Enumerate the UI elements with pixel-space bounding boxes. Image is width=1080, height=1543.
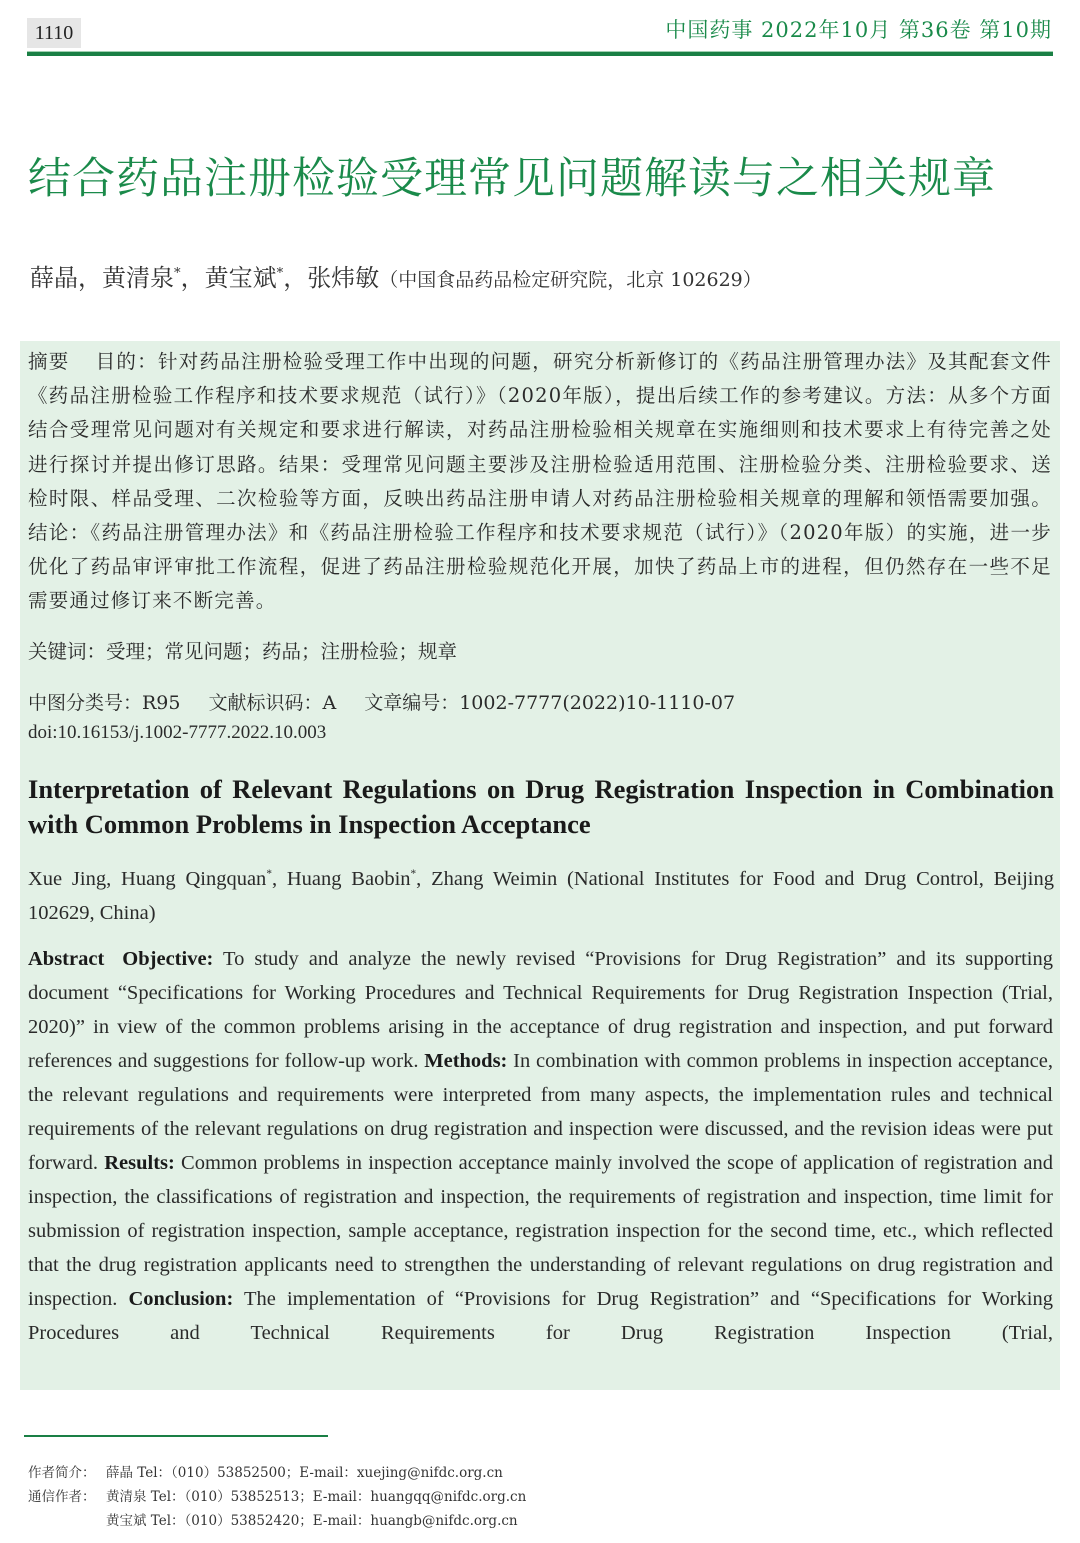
- en-abstract-label: Abstract: [28, 948, 105, 970]
- conclusion-text: The implementation of “Provisions for Drug Registration” and “Specifications for Working Procedures and Technical Requirements for Drug Registration Inspection (Trial,: [28, 1288, 1053, 1344]
- en-author: Zhang Weimin: [431, 867, 558, 890]
- conclusion-label: Conclusion:: [128, 1288, 234, 1310]
- objective-text: To study and analyze the newly revised “Provisions for Drug Registration” and its supporting document “Specifications for Working Procedures and Technical Requirements for Drug Registration Inspection (Trial, 2020)” in view of the common problems arising in the acceptance of drug registration and inspection, and put forward references and suggestions for follow-up work.: [28, 948, 1053, 1072]
- cn-authors: [30, 258, 762, 293]
- footnote-author-info: 作者简介： 薛晶 Tel：（010）53852500；E-mail：xuejing@nifdc.org.cn: [28, 1465, 503, 1481]
- footnote-rule: [24, 1435, 328, 1437]
- document-code: 文献标识码：A: [208, 692, 337, 714]
- methods-label: Methods:: [424, 1050, 508, 1072]
- cn-author: 张炜敏: [307, 264, 380, 292]
- footnote-corresponding-author: 通信作者： 黄清泉 Tel：（010）53852513；E-mail：huangqq@nifdc.org.cn: [28, 1489, 527, 1505]
- cn-abstract: [28, 345, 1052, 619]
- cn-keywords: 关键词：受理；常见问题；药品；注册检验；规章: [28, 640, 458, 663]
- footnote-corresponding-author: 黄宝斌 Tel：（010）53852420；E-mail：huangb@nifdc.org.cn: [106, 1513, 518, 1529]
- header-rule: [27, 51, 1053, 56]
- en-affiliation: (National Institutes for Food and Drug Control, Beijing 102629, China): [28, 867, 1054, 924]
- footnotes: [28, 1461, 526, 1533]
- cn-title: 结合药品注册检验受理常见问题解读与之相关规章: [28, 154, 996, 204]
- en-author: Xue Jing,: [28, 867, 122, 890]
- cn-affiliation: （中国食品药品检定研究院，北京 102629）: [379, 269, 762, 291]
- en-authors: [28, 857, 1054, 930]
- cn-abstract-text: 目的：针对药品注册检验受理工作中出现的问题，研究分析新修订的《药品注册管理办法》及其配套文件《药品注册检验工作程序和技术要求规范（试行）》（2020年版），提出后续工作的参考建议。方法：从多个方面结合受理常见问题对有关规定和要求进行解读，对药品注册检验相关规章在实施细则和技术要求上有待完善之处进行探讨并提出修订思路。结果：受理常见问题主要涉及注册检验适用范围、注册检验分类、注册检验要求、送检时限、样品受理、二次检验等方面，反映出药品注册申请人对药品注册检验相关规章的理解和领悟需要加强。结论：《药品注册管理办法》和《药品注册检验工作程序和技术要求规范（试行）》（2020年版）的实施，进一步优化了药品审评审批工作流程，促进了药品注册检验规范化开展，加快了药品上市的进程，但仍然存在一些不足需要通过修订来不断完善。: [28, 350, 1052, 613]
- results-label: Results:: [104, 1152, 175, 1174]
- classification-line: [28, 688, 763, 715]
- clc-number: 中图分类号：R95: [28, 692, 181, 714]
- objective-label: Objective:: [122, 948, 214, 970]
- en-author: Huang Qingquan*,: [121, 867, 287, 890]
- methods-text: In combination with common problems in inspection acceptance, the relevant regulations and requirements were interpreted from many aspects, the implementation rules and technical requirements of the relevant regulations on drug registration and inspection were discussed, and the revision ideas were put forward.: [28, 1050, 1053, 1174]
- cn-author: 黄宝斌*，: [204, 264, 308, 292]
- en-title: Interpretation of Relevant Regulations on Drug Registration Inspection in Combination with Common Problems in Inspection Acceptance: [28, 774, 1054, 839]
- en-author: Huang Baobin*,: [286, 867, 432, 890]
- en-abstract: [28, 942, 1053, 1350]
- cn-author: 薛晶，: [30, 264, 102, 292]
- cn-abstract-label: 摘要: [28, 350, 70, 373]
- journal-info: 中国药事 2022年10月 第36卷 第10期: [665, 18, 1052, 42]
- article-number: 文章编号：1002-7777(2022)10-1110-07: [364, 692, 736, 714]
- doi[interactable]: doi:10.16153/j.1002-7777.2022.10.003: [28, 722, 327, 743]
- cn-author: 黄清泉*，: [102, 264, 205, 292]
- results-text: Common problems in inspection acceptance mainly involved the scope of application of registration and inspection, the classifications of registration and inspection, the requirements of registration and inspection, time limit for submission of registration inspection, sample acceptance, registration inspection for the second time, etc., which reflected that the drug registration applicants need to strengthen the understanding of relevant regulations on drug registration and inspection.: [28, 1152, 1053, 1310]
- page-number: 1110: [27, 18, 81, 48]
